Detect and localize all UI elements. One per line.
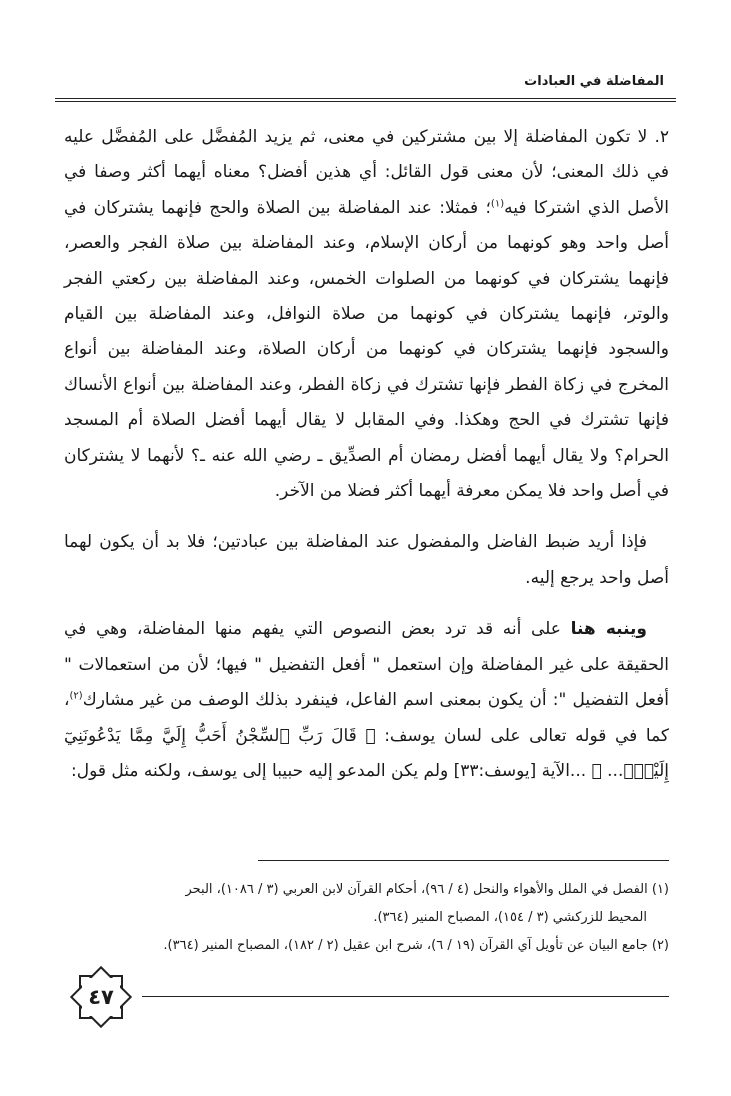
paragraph-note [64,612,669,789]
running-title: المفاضلة في العبادات [524,74,664,89]
paragraph-rule: فإذا أريد ضبط الفاضل والمفضول عند المفاضلة بين عبادتين؛ فلا بد أن يكون لهما أصل واحد يرجع إليه. [64,532,669,588]
paragraph-text: ، كما في قوله تعالى على لسان يوسف: [64,690,669,746]
quran-verse: ﴿ قَالَ رَبِّ ٱلسِّجْنُ أَحَبُّ إِلَيَّ مِمَّا يَدْعُونَنِيٓ إِلَيْهِۖ... ﴾ [64,725,669,781]
paragraph-lead: وينبه هنا [570,619,647,640]
page-number-badge [66,964,136,1030]
page-number: ٤٧ [88,985,114,1009]
paragraph-text: على أنه قد ترد بعض النصوص التي يفهم منها المفاضلة، وهي في الحقيقة على غير المفاضلة وإن استعمل " أفعل التفضيل " فيها؛ لأن من استعمالات " أفعل التفضيل ": أن يكون بمعنى اسم الفاعل، فينفرد بذلك الوصف من غير مشارك [64,619,669,711]
footnote-marker-2: (٢) [69,690,83,702]
footer-rule [142,996,669,997]
main-text [64,120,669,789]
footnotes [62,876,669,960]
header-double-rule [55,98,676,102]
paragraph-text: ٢. لا تكون المفاضلة إلا بين مشتركين في معنى، ثم يزيد المُفضَّل على المُفضَّل عليه في ذلك المعنى؛ لأن معنى قول القائل: أي هذين أفضل؟ معناه أيهما أكثر وصفا في الأصل الذي اشتركا فيه [64,127,669,218]
page-header [55,60,676,100]
paragraph-text: ؛ فمثلا: عند المفاضلة بين الصلاة والحج فإنهما يشتركان في أصل واحد وهو كونهما من أركان الإسلام، وعند المفاضلة بين صلاة الفجر والعصر، فإنهما يشتركان في كونهما من الصلوات الخمس، وعند المفاضلة بين ركعتي الفجر والوتر، فإنهما يشتركان في كونهما من صلاة النوافل، وعند المفاضلة بين القيام والسجود فإنهما يشتركان في كونهما من أركان الصلاة، وعند المفاضلة بين أنواع المخرج في زكاة الفطر فإنها تشترك في زكاة الفطر، وعند المفاضلة بين أنواع الأنساك فإنها تشترك في الحج وهكذا. وفي المقابل لا يقال أيهما أفضل الصلاة أم المسجد الحرام؟ ولا يقال أيهما أفضل رمضان أم الصدِّيق ـ رضي الله عنه ـ؟ لأنهما لا يشتركان في أصل واحد فلا يمكن معرفة أيهما أكثر فضلا من الآخر. [64,197,669,502]
paragraph-point-2 [64,120,669,509]
footnote-1-line-1: (١) الفصل في الملل والأهواء والنحل (٤ / ٩٦)، أحكام القرآن لابن العربي (٣ / ١٠٨٦)، البحر [185,882,669,897]
footnote-separator [258,860,669,861]
paragraph-text: ...الآية [يوسف:٣٣] ولم يكن المدعو إليه حبيبا إلى يوسف، ولكنه مثل قول: [70,760,592,781]
footnote-1-line-2: المحيط للزركشي (٣ / ١٥٤)، المصباح المنير (٣٦٤). [373,910,647,925]
footnote-marker-1: (١) [490,198,505,210]
footnote-2: (٢) جامع البيان عن تأويل آي القرآن (١٩ / ٦)، شرح ابن عقيل (٢ / ١٨٢)، المصباح المنير (٣٦٤). [163,938,669,953]
